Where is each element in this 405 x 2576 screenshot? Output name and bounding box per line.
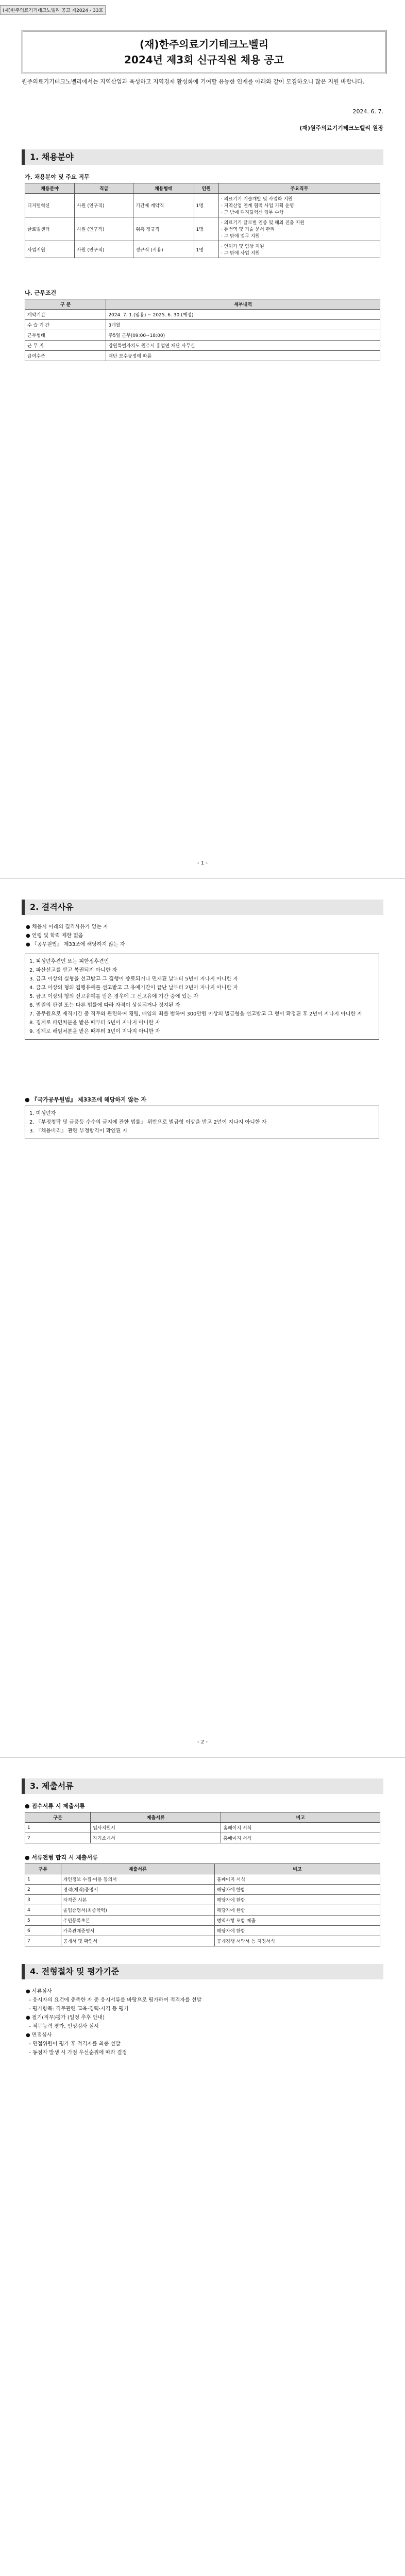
table-cell: 해당자에 한함 bbox=[214, 1926, 380, 1936]
page-number: - 2 - bbox=[197, 1739, 208, 1745]
page-3 bbox=[0, 1758, 405, 2576]
docs-table-2 bbox=[25, 1863, 380, 1946]
table-cell: 2 bbox=[25, 1885, 61, 1895]
table-row bbox=[25, 1926, 380, 1936]
list-item: - 면접위원이 평가 후 적격자를 최종 선발 bbox=[26, 2041, 121, 2047]
page-number: - 1 - bbox=[197, 860, 208, 866]
list-item: 3. 금고 이상의 실형을 선고받고 그 집행이 종료되거나 면제된 날부터 5년이 지나지 아니한 자 bbox=[29, 976, 238, 982]
eligibility-line: ● 연령 및 학력 제한 없음 bbox=[26, 933, 83, 939]
eligibility-line: ● 『공무원법』 제33조에 해당하지 않는 자 bbox=[26, 942, 125, 947]
table-cell: 1 bbox=[25, 1874, 61, 1885]
list-item: 2. 파산선고를 받고 복권되지 아니한 자 bbox=[29, 968, 117, 973]
list-item: ● 서류심사 bbox=[26, 1989, 52, 1994]
table-row bbox=[25, 330, 380, 341]
title-line-1: (재)한주의료기기테크노벨리 bbox=[139, 38, 269, 50]
table-cell: 주5일 근무(09:00~18:00) bbox=[106, 330, 380, 341]
table-header: 주요직무 bbox=[218, 183, 380, 194]
table-header: 제출서류 bbox=[91, 1812, 221, 1823]
table-cell: 5 bbox=[25, 1916, 61, 1926]
list-item: 1. 미성년자 bbox=[29, 1111, 56, 1116]
table-header: 비고 bbox=[214, 1864, 380, 1874]
section-1-heading: 1. 채용분야 bbox=[22, 149, 383, 165]
positions-table bbox=[25, 183, 380, 258]
list-item: - 평가항목: 직무관련 교육·경력·자격 등 평가 bbox=[26, 2006, 129, 2012]
table-cell: 사업지원 bbox=[25, 241, 75, 258]
table-cell: 1명 bbox=[194, 194, 218, 217]
table-header: 제출서류 bbox=[61, 1864, 214, 1874]
table-cell: · 인허가 및 임상 지원 · 그 밖에 사업 지원 bbox=[218, 241, 380, 258]
table-cell: 졸업증명서(최종학력) bbox=[61, 1905, 214, 1916]
page-2 bbox=[0, 879, 405, 1758]
list-item: 1. 피성년후견인 또는 피한정후견인 bbox=[29, 959, 109, 964]
table-cell: 경력(재직)증명서 bbox=[61, 1885, 214, 1895]
table-cell: 3개월 bbox=[106, 320, 380, 330]
table-row bbox=[25, 1823, 380, 1833]
announcement-date: 2024. 6. 7. bbox=[352, 108, 383, 115]
table-row bbox=[25, 310, 380, 320]
list-item: 8. 징계로 파면처분을 받은 때부터 5년이 지나지 아니한 자 bbox=[29, 1020, 160, 1026]
table-cell: 1명 bbox=[194, 241, 218, 258]
table-cell: 4 bbox=[25, 1905, 61, 1916]
eligibility-line: ● 채용시 아래의 결격사유가 없는 자 bbox=[26, 924, 108, 930]
table-cell: 개인정보 수집·이용 동의서 bbox=[61, 1874, 214, 1885]
section-1b-heading: 나. 근무조건 bbox=[25, 290, 57, 296]
section-3b-heading: ● 서류전형 합격 시 제출서류 bbox=[25, 1854, 98, 1861]
conditions-table bbox=[25, 299, 380, 361]
table-row bbox=[25, 241, 380, 258]
table-cell: · 의료기기 기술개발 및 사업화 지원 · 지역산업 연계 협력 사업 기획 운영 · 그 밖에 디지털혁신 업무 수행 bbox=[218, 194, 380, 217]
list-item: 5. 금고 이상의 형의 선고유예를 받은 경우에 그 선고유예 기간 중에 있는 자 bbox=[29, 994, 198, 999]
table-cell: 급여수준 bbox=[25, 351, 106, 361]
table-cell: 홈페이지 서식 bbox=[214, 1874, 380, 1885]
table-cell: 주민등록초본 bbox=[61, 1916, 214, 1926]
table-cell: 해당자에 한함 bbox=[214, 1905, 380, 1916]
table-cell: 병역사항 포함 제출 bbox=[214, 1916, 380, 1926]
table-cell: · 의료기기 글로벌 인증 및 해외 진출 지원 · 통번역 및 기술 문서 관리 · 그 밖에 업무 지원 bbox=[218, 217, 380, 241]
list-item: - 응시자의 요건에 충족한 자 중 응시서류를 바탕으로 평가하여 적격자를 선발 bbox=[26, 1997, 202, 2003]
table-row bbox=[25, 1916, 380, 1926]
table-header: 인원 bbox=[194, 183, 218, 194]
table-row bbox=[25, 194, 380, 217]
table-cell: 입사지원서 bbox=[91, 1823, 221, 1833]
list-item: 4. 금고 이상의 형의 집행유예를 선고받고 그 유예기간이 끝난 날부터 2년이 지나지 아니한 자 bbox=[29, 985, 238, 991]
table-cell: 1 bbox=[25, 1823, 91, 1833]
table-cell: 기간제 계약직 bbox=[133, 194, 194, 217]
list-item: 3. 『채용비리』 관련 부정합격이 확인된 자 bbox=[29, 1128, 128, 1134]
eligibility-list bbox=[26, 923, 379, 949]
table-row bbox=[25, 1833, 380, 1843]
table-row bbox=[25, 217, 380, 241]
table-cell: 3 bbox=[25, 1895, 61, 1905]
table-cell: 가족관계증명서 bbox=[61, 1926, 214, 1936]
list-item: 6. 법원의 판결 또는 다른 법률에 따라 자격이 상실되거나 정지된 자 bbox=[29, 1003, 180, 1008]
docs-table-1 bbox=[25, 1812, 380, 1843]
table-row bbox=[25, 341, 380, 351]
table-cell: 2 bbox=[25, 1833, 91, 1843]
table-cell: 6 bbox=[25, 1926, 61, 1936]
announcement-number: (재)한주의료기기테크노벨리 공고 제2024 - 33호 bbox=[0, 5, 106, 15]
procedure-list bbox=[26, 1987, 379, 2057]
table-row bbox=[25, 1885, 380, 1895]
table-cell: 해당자에 한함 bbox=[214, 1895, 380, 1905]
table-cell: 글로벌센터 bbox=[25, 217, 75, 241]
table-row bbox=[25, 351, 380, 361]
section-4-heading: 4. 전형절차 및 평가기준 bbox=[22, 1964, 383, 1979]
table-cell: 강원특별자치도 원주시 흥업면 재단 사무실 bbox=[106, 341, 380, 351]
table-cell: 수 습 기 간 bbox=[25, 320, 106, 330]
list-item: ● 필기(직무)평가 (일정 추후 안내) bbox=[26, 2015, 105, 2021]
table-cell: 7 bbox=[25, 1936, 61, 1946]
table-header: 비고 bbox=[221, 1812, 380, 1823]
disqualification-box-2 bbox=[25, 1106, 379, 1139]
list-item: ● 면접심사 bbox=[26, 2032, 52, 2038]
table-row bbox=[25, 1936, 380, 1946]
intro-text: 원주의료기기테크노벨리에서는 지역산업과 육성하고 지역경제 활성화에 기여할 유능한 인재를 아래와 같이 모집하오니 많은 지원 바랍니다. bbox=[22, 78, 365, 85]
table-row bbox=[25, 1895, 380, 1905]
table-cell: 사원 (연구직) bbox=[75, 241, 133, 258]
section-3-heading: 3. 제출서류 bbox=[22, 1778, 383, 1794]
title-line-2: 2024년 제3회 신규직원 채용 공고 bbox=[124, 54, 284, 66]
table-header: 채용분야 bbox=[25, 183, 75, 194]
list-item: 2. 『부정청탁 및 금품등 수수의 금지에 관한 법률』 위반으로 벌금형 이상을 받고 2년이 지나지 아니한 자 bbox=[29, 1120, 267, 1125]
table-cell: 재단 보수규정에 따름 bbox=[106, 351, 380, 361]
section-1a-heading: 가. 채용분야 및 주요 직무 bbox=[25, 174, 90, 180]
section-2-sub: ● 『국가공무원법』 제33조에 해당하지 않는 자 bbox=[25, 1096, 147, 1103]
table-header: 구분 bbox=[25, 1812, 91, 1823]
table-header: 채용형태 bbox=[133, 183, 194, 194]
table-cell: 홈페이지 서식 bbox=[221, 1833, 380, 1843]
table-row bbox=[25, 1874, 380, 1885]
table-cell: 1명 bbox=[194, 217, 218, 241]
table-cell: 2024. 7. 1.(임용) ~ 2025. 6. 30.(예정) bbox=[106, 310, 380, 320]
table-cell: 사원 (연구직) bbox=[75, 217, 133, 241]
section-2-heading: 2. 결격사유 bbox=[22, 900, 383, 915]
issuer: (재)원주의료기기테크노벨리 원장 bbox=[299, 125, 383, 131]
table-cell: 계약기간 bbox=[25, 310, 106, 320]
table-cell: 근무형태 bbox=[25, 330, 106, 341]
section-3a-heading: ● 접수서류 시 제출서류 bbox=[25, 1803, 85, 1809]
table-cell: 해당자에 한함 bbox=[214, 1885, 380, 1895]
table-cell: 위촉 정규직 bbox=[133, 217, 194, 241]
table-cell: 홈페이지 서식 bbox=[221, 1823, 380, 1833]
table-header: 구 분 bbox=[25, 299, 106, 310]
table-cell: 자기소개서 bbox=[91, 1833, 221, 1843]
table-cell: 자격증 사본 bbox=[61, 1895, 214, 1905]
disqualification-box bbox=[25, 954, 379, 1040]
table-cell: 사원 (연구직) bbox=[75, 194, 133, 217]
list-item: - 동점자 발생 시 가점 우선순위에 따라 결정 bbox=[26, 2050, 127, 2056]
table-cell: 공개경쟁 서약서 등 지정서식 bbox=[214, 1936, 380, 1946]
table-header: 직급 bbox=[75, 183, 133, 194]
table-cell: 정규직 (시용) bbox=[133, 241, 194, 258]
table-header: 세부내역 bbox=[106, 299, 380, 310]
table-row bbox=[25, 1905, 380, 1916]
page-1 bbox=[0, 0, 405, 879]
table-header: 구분 bbox=[25, 1864, 61, 1874]
table-cell: 공개서 및 확인서 bbox=[61, 1936, 214, 1946]
list-item: 9. 징계로 해임처분을 받은 때부터 3년이 지나지 아니한 자 bbox=[29, 1029, 160, 1035]
table-row bbox=[25, 320, 380, 330]
list-item: - 직무능력 평가, 인성검사 실시 bbox=[26, 2024, 99, 2029]
title-box bbox=[22, 30, 386, 74]
list-item: 7. 공무원으로 재직기간 중 직무와 관련하여 횡령, 배임의 죄를 범하여 300만원 이상의 벌금형을 선고받고 그 형이 확정된 후 2년이 지나지 아니한 자 bbox=[29, 1011, 362, 1017]
table-cell: 디지털혁신 bbox=[25, 194, 75, 217]
table-cell: 근 무 지 bbox=[25, 341, 106, 351]
